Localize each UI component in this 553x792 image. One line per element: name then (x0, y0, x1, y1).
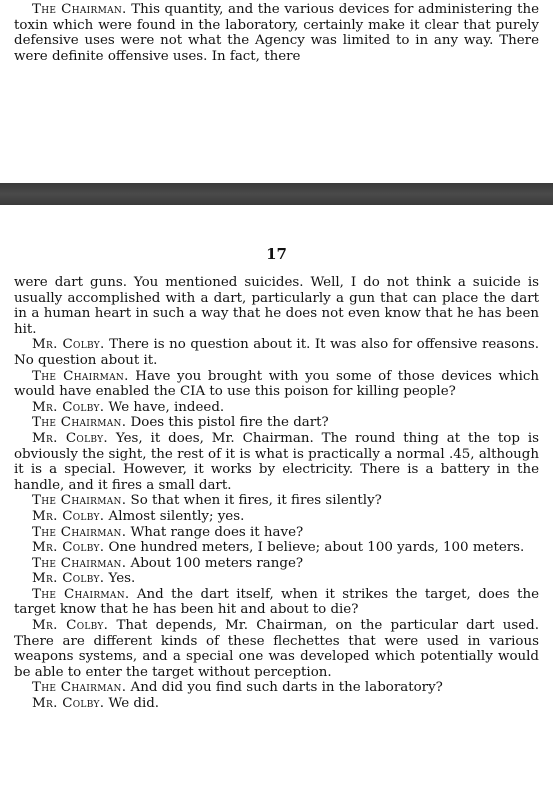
page-number: 17 (266, 245, 287, 263)
speaker: The Chairman. (32, 586, 130, 602)
top-page-text (14, 2, 539, 64)
paragraph (14, 525, 539, 541)
paragraph-text: Yes. (108, 571, 136, 587)
paragraph (14, 571, 539, 587)
speaker: The Chairman. (32, 415, 127, 431)
bottom-page (0, 205, 553, 792)
paragraph-text: There is no question about it. It was also for offensive reasons. No question about it. (14, 337, 539, 368)
paragraph (14, 493, 539, 509)
speaker: Mr. Colby. (32, 337, 105, 353)
speaker: Mr. Colby. (32, 618, 109, 634)
speaker: The Chairman. (32, 555, 127, 571)
paragraph-text: We did. (108, 696, 160, 712)
speaker: The Chairman. (32, 2, 127, 17)
speaker: The Chairman. (32, 368, 129, 384)
paragraph-text: And did you find such darts in the laboratory? (130, 680, 443, 696)
speaker: The Chairman. (32, 493, 127, 509)
paragraph-text: One hundred meters, I believe; about 100 yards, 100 meters. (108, 540, 525, 556)
paragraph (14, 2, 539, 64)
speaker: Mr. Colby. (32, 696, 105, 712)
paragraph (14, 587, 539, 618)
speaker: Mr. Colby. (32, 508, 105, 524)
paragraph (14, 431, 539, 493)
paragraph-text: Have you brought with you some of those devices which would have enabled the CIA to use this poison for killing people? (14, 368, 539, 400)
paragraph-text: What range does it have? (130, 524, 304, 540)
speaker: Mr. Colby. (32, 399, 105, 415)
paragraph-text: Almost silently; yes. (108, 508, 245, 524)
top-page (0, 0, 553, 183)
paragraph (14, 509, 539, 525)
paragraph (14, 696, 539, 712)
speaker: Mr. Colby. (32, 540, 105, 556)
paragraph (14, 275, 539, 337)
paragraph (14, 540, 539, 556)
paragraph (14, 369, 539, 400)
paragraph (14, 680, 539, 696)
paragraph (14, 400, 539, 416)
paragraph (14, 337, 539, 368)
paragraph (14, 618, 539, 680)
paragraph-text: About 100 meters range? (130, 555, 304, 571)
speaker: The Chairman. (32, 524, 127, 540)
paragraph-text: That depends, Mr. Chairman, on the particular dart used. There are different kinds of these flechettes that were used in various weapons systems, and a special one was developed which potentially would be able to enter the target without perception. (14, 618, 539, 680)
speaker: The Chairman. (32, 680, 127, 696)
paragraph-text: Does this pistol fire the dart? (130, 415, 329, 431)
page-divider (0, 183, 553, 205)
paragraph-text: So that when it fires, it fires silently? (130, 493, 382, 509)
paragraph-text: were dart guns. You mentioned suicides. Well, I do not think a suicide is usually accomplished with a dart, particularly a gun that can place the dart in a human heart in such a way that he does not even know that he has been hit. (14, 275, 539, 337)
paragraph-text: This quantity, and the various devices for administering the toxin which were found in the laboratory, certainly make it clear that purely defensive uses were not what the Agency was limited to in any way. There were definite offensive uses. In fact, there (14, 2, 539, 64)
speaker: Mr. Colby. (32, 571, 105, 587)
paragraph-text: We have, indeed. (108, 399, 225, 415)
bottom-page-text (14, 275, 539, 712)
paragraph-text: And the dart itself, when it strikes the target, does the target know that he has been hit and about to die? (14, 586, 540, 618)
paragraph (14, 415, 539, 431)
paragraph-text: Yes, it does, Mr. Chairman. The round thing at the top is obviously the sight, the rest of it is what is practically a normal .45, although it is a special. However, it works by electricity. There is a battery in the handle, and it fires a small dart. (14, 430, 539, 493)
paragraph (14, 556, 539, 572)
speaker: Mr. Colby. (32, 430, 108, 446)
